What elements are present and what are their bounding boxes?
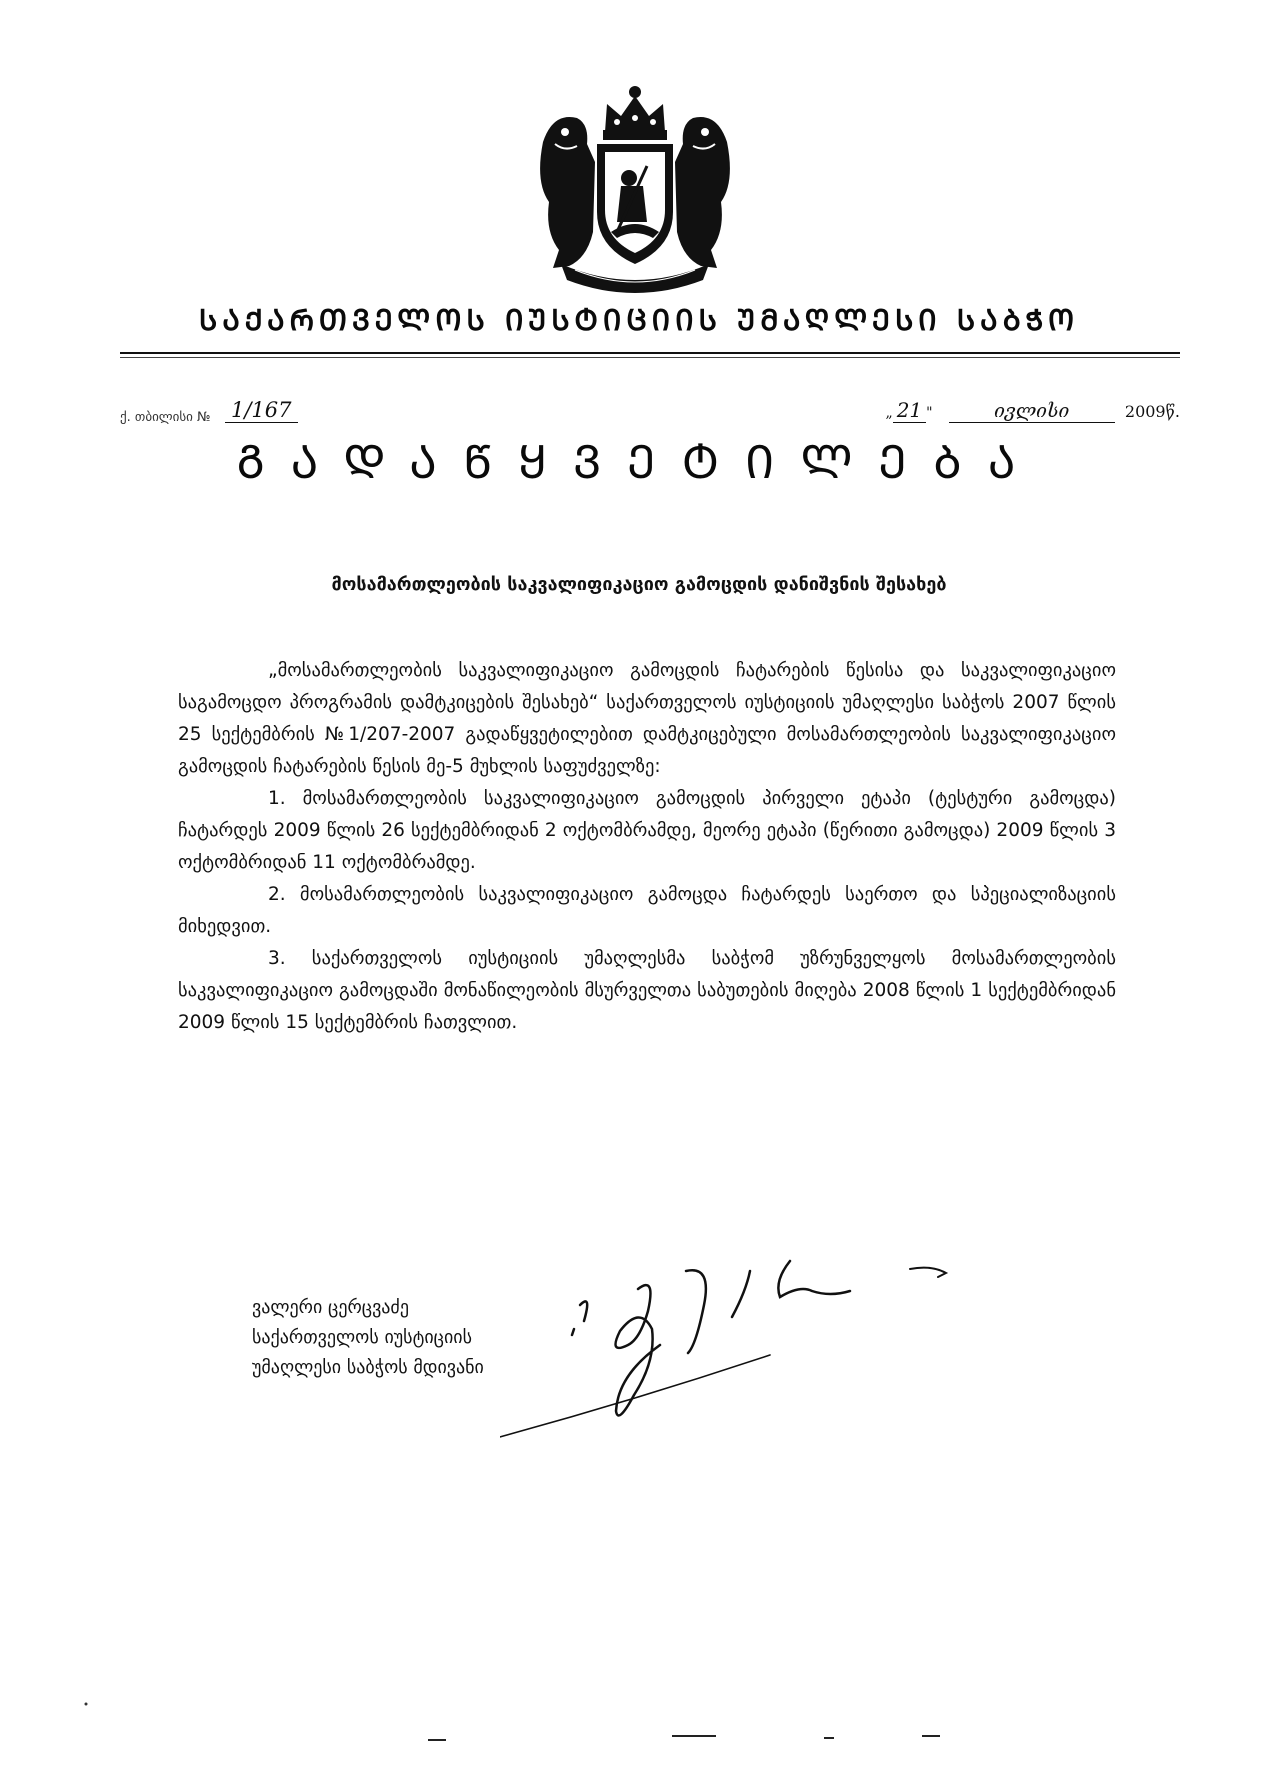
document-subject: მოსამართლეობის საკვალიფიკაციო გამოცდის დანიშვნის შესახებ [331, 574, 947, 595]
preamble-paragraph: „მოსამართლეობის საკვალიფიკაციო გამოცდის ჩატარების წესისა და საკვალიფიკაციო საგამოცდო პროგრამის დამტკიცების შესახებ“ საქართველოს იუსტიციის უმაღლესი საბჭოს 2007 წლის 25 სექტემბრის №1/207-2007 გადაწყვეტილებით დამტკიცებული მოსამართლეობის საკვალიფიკაციო გამოცდის ჩატარების წესის მე-5 მუხლის საფუძველზე: [178, 660, 1116, 777]
date-close-quote: " [926, 405, 933, 421]
date-month: ივლისი [949, 400, 1115, 423]
header-divider-thin [120, 357, 1180, 358]
list-item: 3. საქართველოს იუსტიციის უმაღლესმა საბჭომ უზრუნველყოს მოსამართლეობის საკვალიფიკაციო გამოცდაში მონაწილეობის მსურველთა საბუთების მიღება 2008 წლის 1 სექტემბრიდან 2009 წლის 15 სექტემბრის ჩათვლით. [178, 948, 1116, 1033]
signatory-title-line-1: საქართველოს იუსტიციის [252, 1327, 472, 1348]
coat-of-arms-emblem [525, 82, 745, 294]
signatory-title-line-2: უმაღლესი საბჭოს მდივანი [252, 1357, 484, 1378]
date-year: 2009წ. [1124, 402, 1180, 421]
date-day: 21 [893, 398, 926, 423]
date-open-quote: „ [885, 405, 893, 421]
signatory-name: ვალერი ცერცვაძე [252, 1297, 409, 1318]
institution-name: ᲡᲐᲥᲐᲠᲗᲕᲔᲚᲝᲡ ᲘᲣᲡᲢᲘᲪᲘᲘᲡ ᲣᲛᲐᲦᲚᲔᲡᲘ ᲡᲐᲑᲭᲝ [198, 303, 1080, 337]
registration-row [120, 398, 1180, 428]
document-type-heading: ᲒᲐᲓᲐᲬᲧᲕᲔᲢᲘᲚᲔᲑᲐ [236, 435, 1042, 489]
document-body [178, 655, 1116, 1039]
handwritten-signature [500, 1235, 1020, 1455]
list-item: 2. მოსამართლეობის საკვალიფიკაციო გამოცდა ჩატარდეს საერთო და სპეციალიზაციის მიხედვით. [178, 884, 1116, 937]
document-date [885, 398, 1180, 428]
registration-number: 1/167 [225, 398, 298, 423]
scan-specks [0, 1660, 1278, 1770]
registration-number-label: ქ. თბილისი № [120, 410, 211, 425]
list-item: 1. მოსამართლეობის საკვალიფიკაციო გამოცდის პირველი ეტაპი (ტესტური გამოცდა) ჩატარდეს 2009 წლის 26 სექტემბრიდან 2 ოქტომბრამდე, მეორე ეტაპი (წერითი გამოცდა) 2009 წლის 3 ოქტომბრიდან 11 ოქტომბრამდე. [178, 788, 1116, 873]
header-divider [120, 352, 1180, 354]
